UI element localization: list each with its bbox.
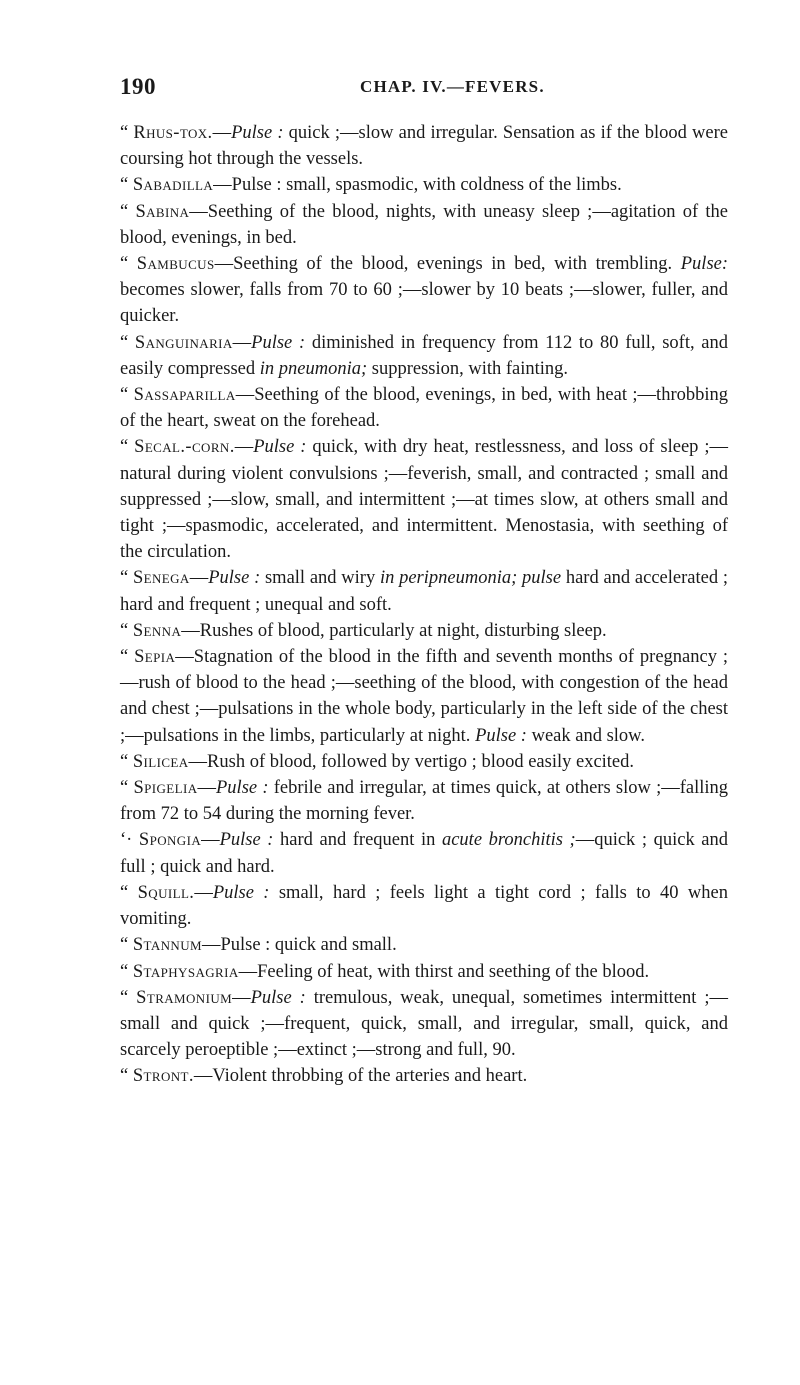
remedy-entry (120, 644, 728, 749)
entry-text: — (197, 778, 216, 799)
italic-text: Pulse : (250, 987, 306, 1008)
remedy-name: Sabina (135, 201, 190, 222)
entry-text: —Rushes of blood, particularly at night, disturbing sleep. (181, 620, 607, 641)
entry-text: “ (120, 778, 134, 799)
remedy-entry (120, 618, 728, 644)
entry-text: “ (120, 437, 135, 458)
remedy-name: Secal.-corn. (134, 437, 235, 458)
entry-text: quick, with dry heat, restlessness, and loss of sleep ;—natural during violent convulsions ;—feverish, small, and contracted ; small and suppressed ;—slow, small, and intermittent ;—at times slow, at others small and tight ;—spasmodic, accelerated, and intermittent. Menostasia, with seething of the circulation. (120, 437, 728, 563)
italic-text: Pulse : (219, 830, 274, 851)
italic-text: in peripneumonia; pulse (379, 568, 562, 589)
remedy-entry (120, 775, 728, 827)
remedy-entry (120, 172, 728, 198)
remedy-name: Squill. (137, 882, 195, 903)
remedy-name: Rhus-tox. (133, 123, 213, 143)
entry-text: suppression, with fainting. (367, 358, 569, 379)
remedy-name: Sambucus (136, 254, 215, 275)
italic-text: Pulse: (680, 254, 729, 275)
italic-text: acute bronchitis ; (441, 830, 576, 851)
italic-text: Pulse : (216, 778, 269, 799)
entry-text: febrile and irregular, at times quick, at others slow ;—falling from 72 to 54 during the morning fever. (120, 778, 728, 825)
entry-text: “ (120, 254, 137, 275)
italic-text: Pulse : (208, 568, 261, 589)
italic-text: Pulse : (253, 437, 307, 458)
remedy-name: Sepia (134, 647, 176, 668)
entry-text: —Seething of the blood, evenings in bed, with trembling. (214, 254, 681, 275)
entry-text: —Stagnation of the blood in the fifth and seventh months of pregnancy ;—rush of blood to the head ;—seething of the blood, with congestion of the head and chest ;—pulsations in the whole body, particularly in the left side of the chest ;—pulsations in the limbs, particularly at night. (120, 647, 728, 746)
entry-text: —Pulse : small, spasmodic, with coldness of the limbs. (213, 175, 622, 196)
entry-text: “ (120, 961, 133, 982)
remedy-entry (120, 434, 728, 565)
entry-text: — (234, 437, 254, 458)
remedy-entry (120, 330, 728, 382)
running-head: CHAP. IV.—FEVERS. (360, 77, 545, 96)
remedy-entry (120, 827, 728, 879)
entry-text: becomes slower, falls from 70 to 60 ;—slower by 10 beats ;—slower, fuller, and quicker. (120, 280, 728, 327)
remedy-entry (120, 959, 728, 985)
entry-text: small, hard ; feels light a tight cord ; falls to 40 when vomiting. (120, 882, 729, 930)
entry-text: —Violent throbbing of the arteries and heart. (193, 1066, 528, 1087)
italic-text: Pulse : (212, 882, 270, 903)
remedy-name: Senna (132, 620, 182, 641)
italic-text: Pulse : (251, 332, 306, 353)
body-text (120, 120, 728, 1090)
entry-text: —Pulse : quick and small. (201, 935, 397, 956)
entry-text: — (194, 882, 213, 903)
entry-text: — (201, 830, 220, 851)
entry-text: —quick ; quick and full ; quick and hard. (120, 830, 728, 877)
remedy-name: Spongia (138, 830, 202, 851)
remedy-entry (120, 985, 728, 1064)
remedy-name: Staphysagria (132, 961, 239, 982)
remedy-entry (120, 932, 728, 958)
entry-text: “ (120, 751, 133, 772)
entry-text: “ (120, 620, 133, 641)
entry-text: “ (120, 568, 133, 589)
entry-text: weak and slow. (526, 725, 645, 746)
remedy-entry (120, 382, 728, 434)
remedy-name: Sassaparilla (133, 385, 236, 406)
page-number: 190 (120, 74, 156, 99)
entry-text: hard and accelerated ; hard and frequent ; unequal and soft. (120, 568, 728, 615)
entry-text: —Rush of blood, followed by vertigo ; blood easily excited. (188, 751, 635, 772)
entry-text: small and wiry (260, 568, 380, 589)
entry-text: — (189, 568, 209, 589)
remedy-name: Senega (132, 568, 190, 589)
remedy-entry (120, 880, 728, 932)
entry-text: “ (120, 175, 133, 196)
entry-text: —Seething of the blood, nights, with uneasy sleep ;—agitation of the blood, evenings, in bed. (120, 201, 728, 248)
italic-text: Pulse : (231, 123, 284, 143)
page-header (120, 74, 740, 114)
remedy-name: Silicea (132, 751, 189, 772)
entry-text: “ (120, 385, 134, 406)
entry-text: — (232, 987, 251, 1008)
entry-text: “ (120, 201, 136, 222)
remedy-name: Stront. (132, 1066, 194, 1087)
entry-text: — (232, 332, 252, 353)
entry-text: “ (120, 332, 135, 353)
remedy-name: Sabadilla (132, 175, 214, 196)
italic-text: Pulse : (475, 725, 527, 746)
remedy-entry (120, 1063, 728, 1089)
entry-text: tremulous, weak, unequal, sometimes intermittent ;—small and quick ;—frequent, quick, small, and irregular, small, quick, and scarcely peroeptible ;—extinct ;—strong and full, 90. (120, 987, 729, 1061)
entry-text: ‘· (120, 830, 139, 851)
entry-text: “ (120, 1066, 133, 1087)
entry-text: “ (120, 935, 133, 956)
remedy-entry (120, 120, 728, 172)
entry-text: quick ;—slow and irregular. Sensation as if the blood were coursing hot through the vessels. (120, 123, 728, 170)
entry-text: —Feeling of heat, with thirst and seething of the blood. (238, 961, 650, 982)
remedy-entry (120, 565, 728, 617)
entry-text: — (212, 123, 232, 143)
remedy-name: Stannum (132, 935, 202, 956)
entry-text: —Seething of the blood, evenings, in bed, with heat ;—throbbing of the heart, sweat on the forehead. (120, 385, 728, 432)
entry-text: hard and frequent in (273, 830, 442, 851)
entry-text: “ (120, 647, 135, 668)
remedy-entry (120, 749, 728, 775)
entry-text: “ (120, 123, 134, 143)
remedy-entry (120, 199, 728, 251)
remedy-entry (120, 251, 728, 330)
remedy-name: Stramonium (136, 987, 233, 1008)
italic-text: in pneumonia; (259, 358, 368, 379)
remedy-name: Sanguinaria (134, 332, 233, 353)
remedy-name: Spigelia (133, 778, 198, 799)
entry-text: “ (120, 882, 138, 903)
entry-text: diminished in frequency from 112 to 80 full, soft, and easily compressed (120, 332, 729, 379)
entry-text: “ (120, 987, 137, 1008)
